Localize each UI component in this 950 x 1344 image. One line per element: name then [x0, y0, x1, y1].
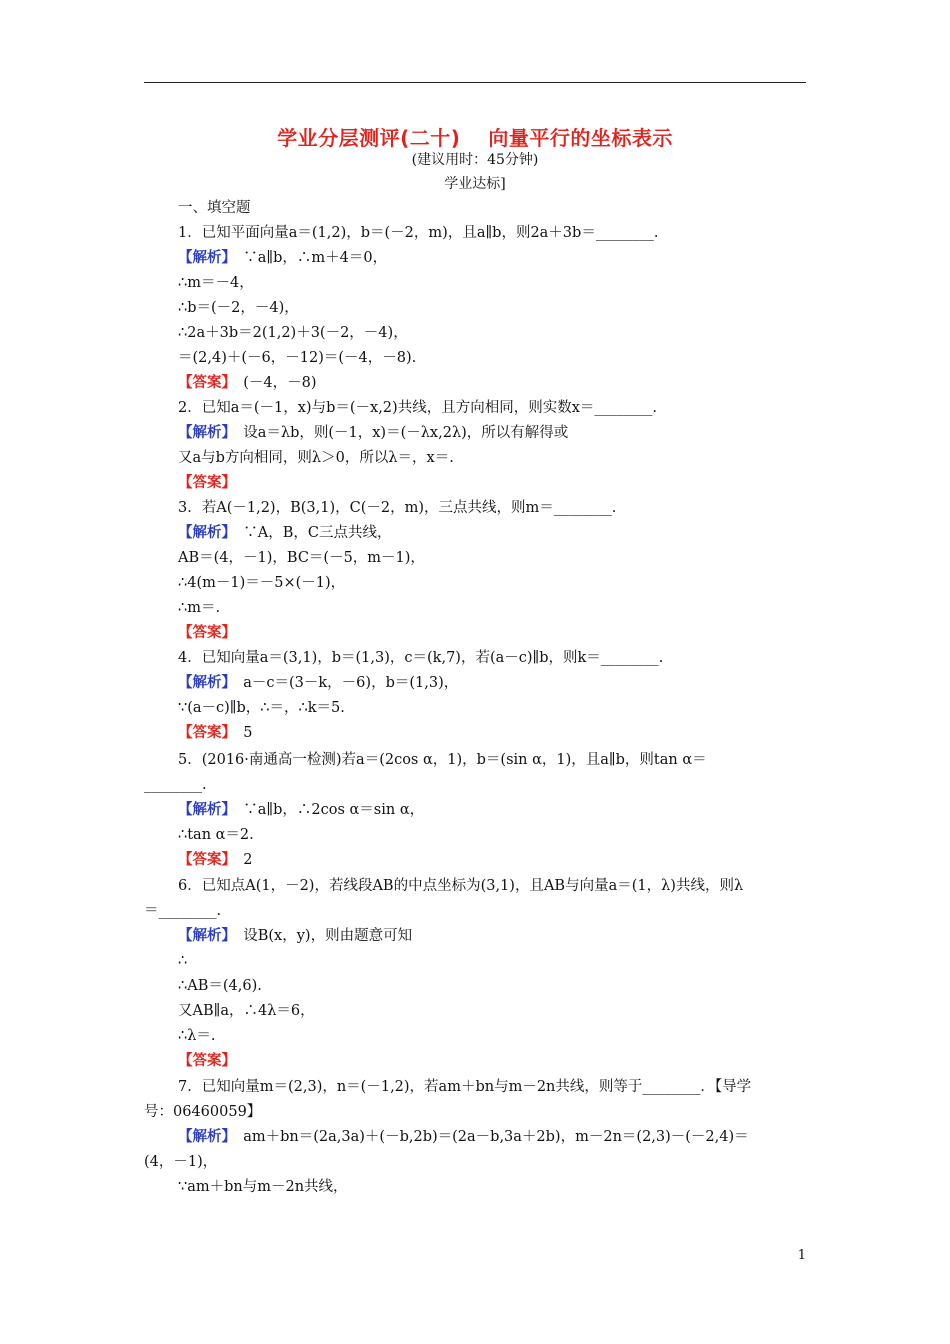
solution-line: ∴tan α＝2.	[178, 827, 254, 843]
answer-line: 【答案】 2	[178, 851, 253, 868]
question-3: 3．若A(－1,2)，B(3,1)，C(－2，m)，三点共线，则m＝________.	[178, 500, 617, 516]
solution-line: ∵(a－c)∥b，∴＝，∴k＝5.	[178, 700, 345, 716]
solution-line: ∴m＝.	[178, 600, 221, 616]
solution-line: 又a与b方向相同，则λ＞0，所以λ＝，x＝.	[178, 450, 454, 466]
question-5-blank: ________.	[144, 777, 207, 793]
analysis-tag: 【解析】	[178, 927, 229, 944]
answer-line	[178, 623, 236, 643]
solution-line: 【解析】 ∵a∥b，∴m＋4＝0，	[178, 249, 388, 266]
question-5: 5．(2016·南通高一检测)若a＝(2cos α，1)，b＝(sin α，1)，且a∥b，则tan α＝	[178, 752, 707, 768]
question-7-ref: 号：06460059】	[144, 1104, 262, 1120]
solution-line: ∴2a＋3b＝2(1,2)＋3(－2，－4)，	[178, 325, 408, 341]
analysis-tag: 【解析】	[178, 249, 229, 266]
solution-line: ∴4(m－1)＝－5×(－1)，	[178, 575, 346, 591]
solution-line: (4，－1)，	[144, 1154, 218, 1170]
solution-line: ∴λ＝.	[178, 1028, 216, 1044]
answer-tag: 【答案】	[178, 851, 229, 868]
header-rule	[144, 82, 806, 83]
question-2: 2．已知a＝(－1，x)与b＝(－x,2)共线，且方向相同，则实数x＝________.	[178, 400, 657, 416]
solution-line: 【解析】 设a＝λb，则(－1，x)＝(－λx,2λ)，所以有解得或	[178, 424, 569, 441]
question-7: 7．已知向量m＝(2,3)，n＝(－1,2)，若am＋bn与m－2n共线，则等于________．【导学	[178, 1079, 752, 1095]
answer-tag: 【答案】	[178, 474, 236, 491]
solution-line: 【解析】 am＋bn＝(2a,3a)＋(－b,2b)＝(2a－b,3a＋2b)，m－2n＝(2,3)－(－2,4)＝	[178, 1128, 749, 1145]
solution-line: ∴	[178, 953, 188, 969]
page-title: 学业分层测评(二十) 向量平行的坐标表示	[277, 126, 673, 150]
analysis-tag: 【解析】	[178, 1128, 229, 1145]
question-6: 6．已知点A(1，－2)，若线段AB的中点坐标为(3,1)，且AB与向量a＝(1，λ)共线，则λ	[178, 878, 744, 894]
question-6-blank: ＝________.	[144, 903, 222, 919]
page-number: 1	[797, 1248, 806, 1263]
solution-line: ∴m＝－4，	[178, 275, 254, 291]
analysis-tag: 【解析】	[178, 424, 229, 441]
solution-line: AB＝(4，－1)，BC＝(－5，m－1)，	[178, 550, 425, 566]
solution-line: ∴AB＝(4,6).	[178, 978, 262, 994]
analysis-tag: 【解析】	[178, 674, 229, 691]
page-subtitle: (建议用时：45分钟)	[411, 152, 539, 168]
answer-line	[178, 473, 236, 493]
solution-line: 【解析】 ∵a∥b，∴2cos α＝sin α，	[178, 801, 425, 818]
section-heading: 学业达标]	[444, 176, 506, 192]
solution-line: ∵am＋bn与m－2n共线，	[178, 1179, 348, 1195]
answer-line: 【答案】 5	[178, 724, 253, 741]
question-4: 4．已知向量a＝(3,1)，b＝(1,3)，c＝(k,7)，若(a－c)∥b，则k＝________.	[178, 650, 664, 666]
solution-line: 又AB∥a，∴4λ＝6，	[178, 1003, 315, 1019]
question-1: 1．已知平面向量a＝(1,2)，b＝(－2，m)，且a∥b，则2a＋3b＝________.	[178, 225, 659, 241]
answer-tag: 【答案】	[178, 624, 236, 641]
solution-line: ∴b＝(－2，－4)，	[178, 300, 299, 316]
answer-line: 【答案】 (－4，－8)	[178, 374, 317, 391]
solution-line: ＝(2,4)＋(－6，－12)＝(－4，－8).	[178, 350, 417, 366]
analysis-tag: 【解析】	[178, 801, 229, 818]
solution-line: 【解析】 ∵A，B，C三点共线，	[178, 524, 392, 541]
answer-tag: 【答案】	[178, 374, 229, 391]
analysis-tag: 【解析】	[178, 524, 229, 541]
part-heading: 一、填空题	[178, 200, 251, 216]
solution-line: 【解析】 设B(x，y)，则由题意可知	[178, 927, 413, 944]
answer-tag: 【答案】	[178, 1052, 236, 1069]
answer-line	[178, 1051, 236, 1071]
answer-tag: 【答案】	[178, 724, 229, 741]
solution-line: 【解析】 a－c＝(3－k，－6)，b＝(1,3)，	[178, 674, 459, 691]
